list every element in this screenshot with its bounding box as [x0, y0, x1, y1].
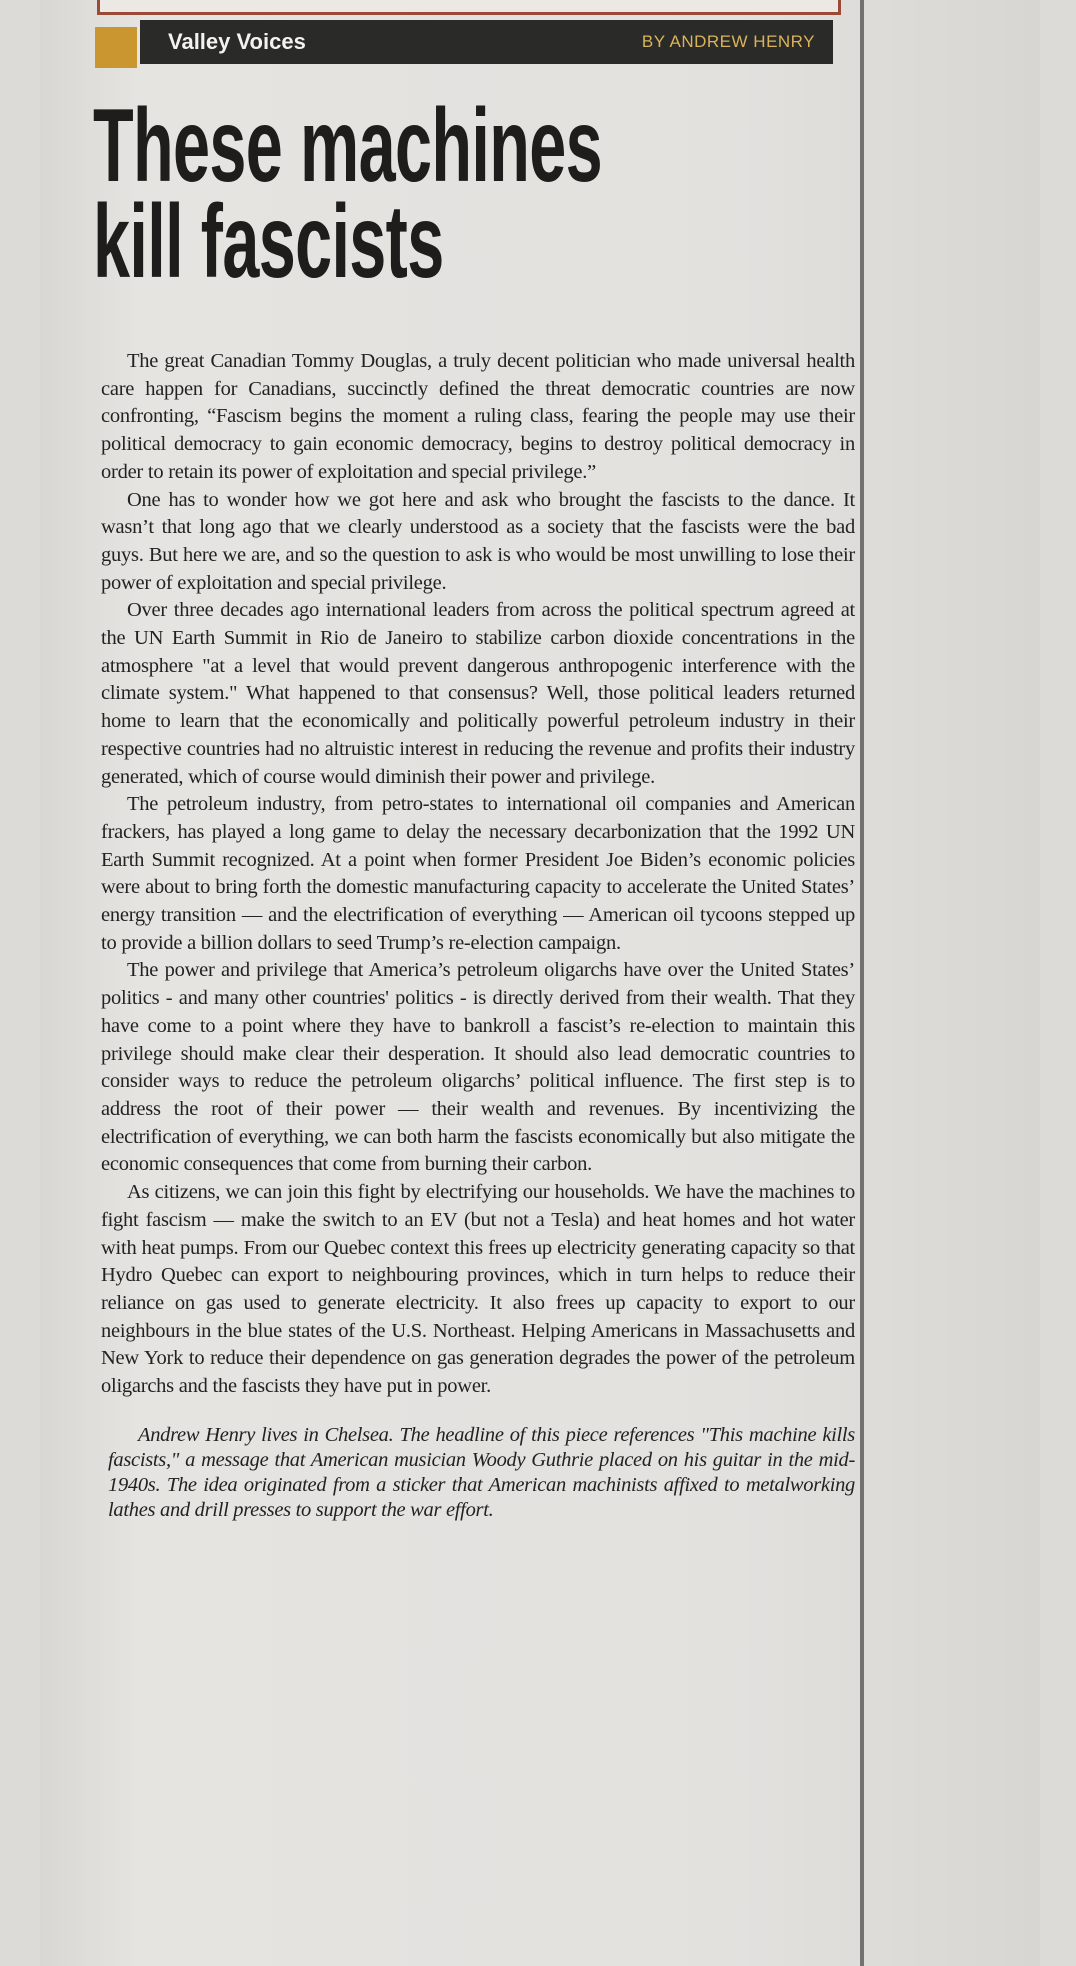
section-title: Valley Voices	[168, 29, 306, 54]
headline-line-2: kill fascists	[93, 184, 444, 300]
section-header-bar	[140, 20, 833, 64]
paragraph: The power and privilege that America’s petroleum oligarchs have over the United States’ politics - and many other countries' politics - is directly derived from their wealth. That they have come to a point where they have to bankroll a fascist’s re-election to maintain this privilege should make clear their desperation. It should also lead democratic countries to consider ways to reduce the petroleum oligarchs’ political influence. The first step is to address the root of their power — their wealth and revenues. By incentivizing the electrification of everything, we can both harm the fascists economically but also mitigate the economic consequences that come from burning their carbon.	[101, 959, 855, 1176]
article-body	[101, 348, 855, 1401]
paragraph: The great Canadian Tommy Douglas, a truly decent politician who made universal health care happen for Canadians, succinctly defined the threat democratic countries are now confronting, “Fascism begins the moment a ruling class, fearing the people may use their political democracy to gain economic democracy, begins to destroy political democracy in order to retain its power of exploitation and special privilege.”	[101, 350, 855, 483]
paragraph: Over three decades ago international leaders from across the political spectrum agreed at the UN Earth Summit in Rio de Janeiro to stabilize carbon dioxide concentrations in the atmosphere "at a level that would prevent dangerous anthropogenic interference with the climate system." What happened to that consensus? Well, those political leaders returned home to learn that the economically and politically powerful petroleum industry in their respective countries had no altruistic interest in reducing the revenue and profits their industry generated, which of course would diminish their power and privilege.	[101, 599, 855, 788]
headline-line-1: These machines	[93, 88, 602, 204]
photo-frame-above	[97, 0, 841, 15]
column-rule	[860, 0, 864, 1966]
paragraph: One has to wonder how we got here and ask who brought the fascists to the dance. It wasn’t that long ago that we clearly understood as a society that the fascists were the bad guys. But here we are, and so the question to ask is who would be most unwilling to lose their power of exploitation and special privilege.	[101, 488, 855, 594]
author-note: Andrew Henry lives in Chelsea. The headline of this piece references "This machine kills fascists," a message that American musician Woody Guthrie placed on his guitar in the mid-1940s. The idea originated from a sticker that American machinists affixed to metalworking lathes and drill presses to support the war effort.	[108, 1423, 855, 1521]
paragraph: As citizens, we can join this fight by electrifying our households. We have the machines to fight fascism — make the switch to an EV (but not a Tesla) and heat homes and hot water with heat pumps. From our Quebec context this frees up electricity generating capacity so that Hydro Quebec can export to neighbouring provinces, which in turn helps to reduce their reliance on gas used to generate electricity. It also frees up capacity to export to our neighbours in the blue states of the U.S. Northeast. Helping Americans in Massachusetts and New York to reduce their dependence on gas generation degrades the power of the petroleum oligarchs and the fascists they have put in power.	[101, 1181, 855, 1398]
headline	[93, 88, 602, 300]
byline: BY ANDREW HENRY	[641, 32, 815, 51]
article-column	[101, 348, 855, 1523]
paragraph: The petroleum industry, from petro-states to international oil companies and American frackers, has played a long game to delay the necessary decarbonization that the 1992 UN Earth Summit recognized. At a point when former President Joe Biden’s economic policies were about to bring forth the domestic manufacturing capacity to accelerate the United States’ energy transition — and the electrification of everything — American oil tycoons stepped up to provide a billion dollars to seed Trump’s re-election campaign.	[101, 793, 855, 954]
section-color-tag	[95, 27, 137, 68]
